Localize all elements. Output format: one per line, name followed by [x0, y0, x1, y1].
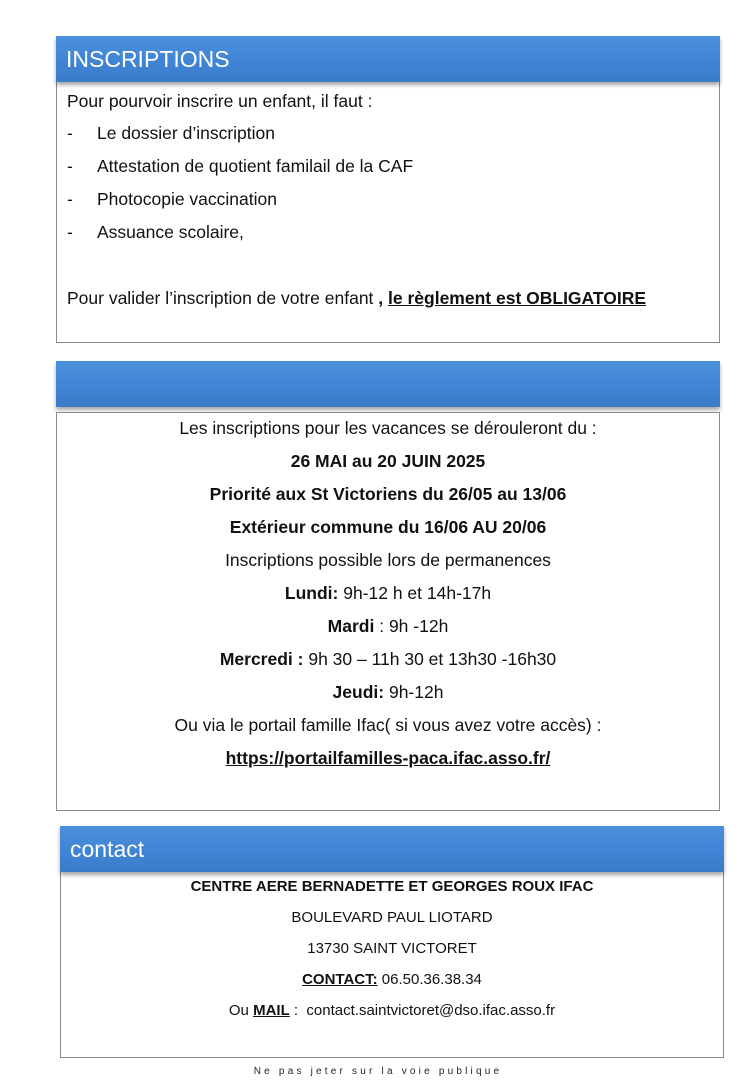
- validation-notice: [67, 288, 646, 309]
- contact-header: [60, 826, 724, 872]
- list-item-text: Le dossier d’inscription: [97, 123, 276, 143]
- inscriptions-box: [56, 80, 720, 343]
- schedule-day: Lundi:: [284, 583, 339, 603]
- contact-box: [60, 871, 724, 1058]
- schedule-hours: 9h-12 h et 14h-17h: [338, 583, 492, 603]
- vacances-dates: 26 MAI au 20 JUIN 2025: [290, 451, 486, 471]
- bullet-dash: -: [67, 123, 73, 143]
- bullet-dash: -: [67, 222, 73, 242]
- schedule-day: Mercredi :: [219, 649, 304, 669]
- validation-text: Pour valider l’inscription de votre enfant: [67, 288, 379, 308]
- schedule-hours: : 9h -12h: [374, 616, 449, 636]
- list-item-text: Attestation de quotient familail de la CAF: [97, 156, 414, 176]
- schedule-row-jeudi: [57, 682, 719, 703]
- validation-comma: ,: [378, 288, 389, 308]
- list-item-text: Photocopie vaccination: [97, 189, 277, 209]
- inscriptions-header: [56, 36, 720, 82]
- center-name: CENTRE AERE BERNADETTE ET GEORGES ROUX IFAC: [190, 878, 594, 895]
- list-item-text: Assuance scolaire,: [97, 222, 244, 242]
- bullet-dash: -: [67, 156, 73, 176]
- inscriptions-intro: Pour pourvoir inscrire un enfant, il faut :: [67, 91, 373, 111]
- inscriptions-title: INSCRIPTIONS: [66, 46, 230, 72]
- mail-separator: :: [289, 1002, 307, 1019]
- schedule-row-mardi: [57, 616, 719, 637]
- mail-address[interactable]: contact.saintvictoret@dso.ifac.asso.fr: [306, 1002, 556, 1019]
- schedule-row-lundi: [57, 583, 719, 604]
- schedule-hours: 9h 30 – 11h 30 et 13h30 -16h30: [303, 649, 557, 669]
- schedule-row-mercredi: [57, 649, 719, 670]
- address-line2: 13730 SAINT VICTORET: [307, 940, 477, 957]
- permanences-intro: Inscriptions possible lors de permanences: [225, 550, 551, 570]
- schedule-day: Mardi: [327, 616, 375, 636]
- footer-notice: Ne pas jeter sur la voie publique: [253, 1066, 503, 1077]
- address-line1: BOULEVARD PAUL LIOTARD: [291, 909, 493, 926]
- mail-label: MAIL: [253, 1002, 290, 1019]
- vacances-priority: Priorité aux St Victoriens du 26/05 au 13/06: [209, 484, 567, 504]
- contact-title: contact: [70, 836, 145, 862]
- vacances-exterior: Extérieur commune du 16/06 AU 20/06: [229, 517, 547, 537]
- portal-link[interactable]: https://portailfamilles-paca.ifac.asso.fr/: [225, 748, 551, 768]
- schedule-day: Jeudi:: [332, 682, 385, 702]
- phone-number[interactable]: 06.50.36.38.34: [377, 971, 482, 988]
- vacances-intro: Les inscriptions pour les vacances se dérouleront du :: [179, 418, 597, 438]
- vacances-header: [56, 361, 720, 407]
- contact-mail-row: [61, 1002, 723, 1019]
- bullet-dash: -: [67, 189, 73, 209]
- contact-phone-row: [61, 971, 723, 988]
- validation-mandatory: le règlement est OBLIGATOIRE: [388, 288, 647, 308]
- portal-intro: Ou via le portail famille Ifac( si vous avez votre accès) :: [174, 715, 602, 735]
- mail-prefix: Ou: [228, 1002, 254, 1019]
- schedule-hours: 9h-12h: [384, 682, 444, 702]
- vacances-box: [56, 412, 720, 811]
- phone-label: CONTACT:: [302, 971, 378, 988]
- portal-link-row: [57, 748, 719, 769]
